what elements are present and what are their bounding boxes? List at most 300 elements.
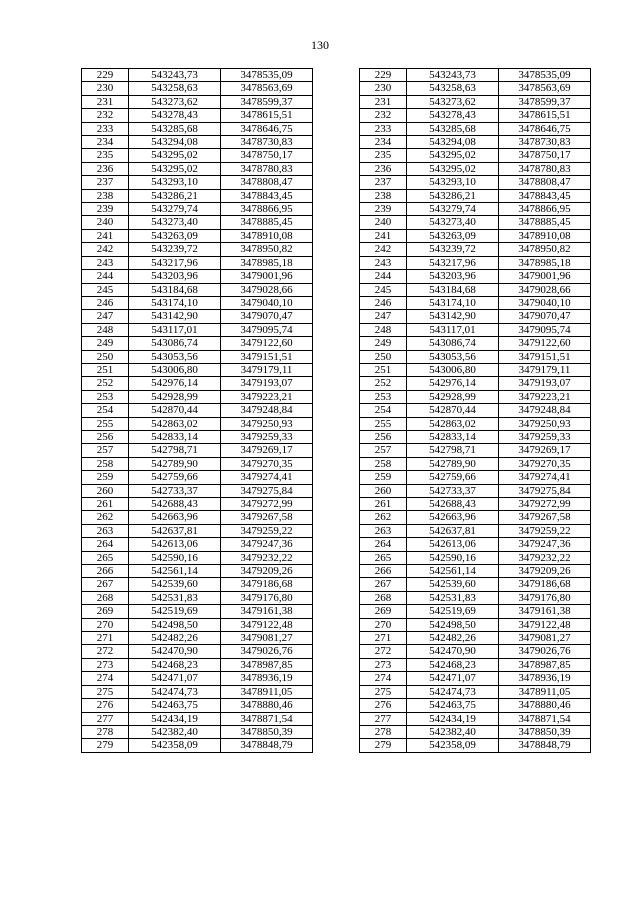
x-coordinate-cell: 542733,37	[129, 484, 221, 497]
y-coordinate-cell: 3479250,93	[221, 417, 313, 430]
point-number-cell: 250	[82, 350, 129, 363]
y-coordinate-cell: 3479193,07	[499, 377, 591, 390]
x-coordinate-cell: 542561,14	[407, 565, 499, 578]
y-coordinate-cell: 3479247,36	[499, 538, 591, 551]
table-row	[360, 538, 591, 551]
x-coordinate-cell: 543117,01	[407, 323, 499, 336]
y-coordinate-cell: 3479274,41	[499, 471, 591, 484]
table-row	[82, 538, 313, 551]
point-number-cell: 262	[360, 511, 407, 524]
table-row	[360, 645, 591, 658]
x-coordinate-cell: 543263,09	[407, 229, 499, 242]
x-coordinate-cell: 543273,62	[407, 95, 499, 108]
table-row	[360, 122, 591, 135]
table-row	[82, 229, 313, 242]
table-row	[360, 739, 591, 752]
y-coordinate-cell: 3479161,38	[221, 605, 313, 618]
point-number-cell: 271	[82, 632, 129, 645]
x-coordinate-cell: 542474,73	[129, 685, 221, 698]
point-number-cell: 248	[360, 323, 407, 336]
table-row	[82, 699, 313, 712]
y-coordinate-cell: 3478950,82	[221, 243, 313, 256]
y-coordinate-cell: 3478646,75	[499, 122, 591, 135]
x-coordinate-cell: 542798,71	[129, 444, 221, 457]
table-row	[82, 69, 313, 82]
x-coordinate-cell: 543258,63	[129, 82, 221, 95]
x-coordinate-cell: 543273,40	[129, 216, 221, 229]
point-number-cell: 249	[82, 337, 129, 350]
point-number-cell: 264	[82, 538, 129, 551]
y-coordinate-cell: 3479176,80	[221, 591, 313, 604]
y-coordinate-cell: 3479274,41	[221, 471, 313, 484]
table-row	[360, 162, 591, 175]
table-row	[82, 551, 313, 564]
point-number-cell: 268	[360, 591, 407, 604]
x-coordinate-cell: 542870,44	[129, 404, 221, 417]
x-coordinate-cell: 542613,06	[129, 538, 221, 551]
x-coordinate-cell: 543273,62	[129, 95, 221, 108]
point-number-cell: 251	[360, 363, 407, 376]
x-coordinate-cell: 543006,80	[407, 363, 499, 376]
point-number-cell: 267	[82, 578, 129, 591]
point-number-cell: 233	[82, 122, 129, 135]
x-coordinate-cell: 543203,96	[129, 270, 221, 283]
point-number-cell: 270	[360, 618, 407, 631]
point-number-cell: 256	[82, 430, 129, 443]
x-coordinate-cell: 542759,66	[129, 471, 221, 484]
point-number-cell: 277	[360, 712, 407, 725]
table-row	[82, 632, 313, 645]
y-coordinate-cell: 3479193,07	[221, 377, 313, 390]
table-row	[360, 712, 591, 725]
point-number-cell: 241	[82, 229, 129, 242]
point-number-cell: 244	[360, 270, 407, 283]
y-coordinate-cell: 3479176,80	[499, 591, 591, 604]
y-coordinate-cell: 3479247,36	[221, 538, 313, 551]
y-coordinate-cell: 3478910,08	[499, 229, 591, 242]
point-number-cell: 237	[360, 176, 407, 189]
y-coordinate-cell: 3479272,99	[499, 498, 591, 511]
table-row	[82, 430, 313, 443]
x-coordinate-cell: 542688,43	[407, 498, 499, 511]
x-coordinate-cell: 543294,08	[407, 136, 499, 149]
point-number-cell: 260	[360, 484, 407, 497]
x-coordinate-cell: 542463,75	[129, 699, 221, 712]
table-row	[82, 109, 313, 122]
coordinate-table-right	[359, 68, 591, 753]
table-row	[360, 725, 591, 738]
y-coordinate-cell: 3478936,19	[221, 672, 313, 685]
y-coordinate-cell: 3479259,22	[221, 524, 313, 537]
table-row	[360, 565, 591, 578]
table-row	[360, 95, 591, 108]
x-coordinate-cell: 543295,02	[129, 149, 221, 162]
table-row	[360, 605, 591, 618]
table-row	[82, 591, 313, 604]
point-number-cell: 229	[82, 69, 129, 82]
y-coordinate-cell: 3478615,51	[499, 109, 591, 122]
y-coordinate-cell: 3479232,22	[221, 551, 313, 564]
x-coordinate-cell: 543279,74	[407, 203, 499, 216]
y-coordinate-cell: 3478615,51	[221, 109, 313, 122]
x-coordinate-cell: 542663,96	[129, 511, 221, 524]
table-row	[360, 243, 591, 256]
point-number-cell: 272	[82, 645, 129, 658]
x-coordinate-cell: 542474,73	[407, 685, 499, 698]
table-row	[82, 725, 313, 738]
x-coordinate-cell: 543217,96	[129, 256, 221, 269]
point-number-cell: 252	[82, 377, 129, 390]
point-number-cell: 230	[82, 82, 129, 95]
y-coordinate-cell: 3479040,10	[499, 296, 591, 309]
x-coordinate-cell: 543117,01	[129, 323, 221, 336]
table-row	[82, 645, 313, 658]
point-number-cell: 245	[82, 283, 129, 296]
y-coordinate-cell: 3479028,66	[221, 283, 313, 296]
point-number-cell: 249	[360, 337, 407, 350]
x-coordinate-cell: 543243,73	[407, 69, 499, 82]
x-coordinate-cell: 542482,26	[129, 632, 221, 645]
y-coordinate-cell: 3478885,45	[221, 216, 313, 229]
x-coordinate-cell: 542733,37	[407, 484, 499, 497]
point-number-cell: 234	[360, 136, 407, 149]
x-coordinate-cell: 542637,81	[129, 524, 221, 537]
point-number-cell: 269	[360, 605, 407, 618]
point-number-cell: 230	[360, 82, 407, 95]
table-row	[82, 350, 313, 363]
table-row	[82, 162, 313, 175]
y-coordinate-cell: 3479081,27	[221, 632, 313, 645]
x-coordinate-cell: 543174,10	[129, 296, 221, 309]
point-number-cell: 255	[360, 417, 407, 430]
x-coordinate-cell: 542976,14	[407, 377, 499, 390]
y-coordinate-cell: 3479209,26	[499, 565, 591, 578]
point-number-cell: 252	[360, 377, 407, 390]
y-coordinate-cell: 3478730,83	[221, 136, 313, 149]
y-coordinate-cell: 3479028,66	[499, 283, 591, 296]
point-number-cell: 247	[82, 310, 129, 323]
y-coordinate-cell: 3478563,69	[499, 82, 591, 95]
point-number-cell: 274	[82, 672, 129, 685]
y-coordinate-cell: 3479122,48	[499, 618, 591, 631]
x-coordinate-cell: 542561,14	[129, 565, 221, 578]
table-row	[82, 712, 313, 725]
y-coordinate-cell: 3478850,39	[499, 725, 591, 738]
table-row	[82, 377, 313, 390]
table-row	[82, 270, 313, 283]
y-coordinate-cell: 3479070,47	[221, 310, 313, 323]
y-coordinate-cell: 3479151,51	[499, 350, 591, 363]
y-coordinate-cell: 3479270,35	[499, 457, 591, 470]
x-coordinate-cell: 543086,74	[129, 337, 221, 350]
point-number-cell: 266	[82, 565, 129, 578]
y-coordinate-cell: 3479275,84	[499, 484, 591, 497]
point-number-cell: 246	[82, 296, 129, 309]
table-row	[82, 149, 313, 162]
table-row	[360, 203, 591, 216]
x-coordinate-cell: 542613,06	[407, 538, 499, 551]
x-coordinate-cell: 542590,16	[129, 551, 221, 564]
table-row	[360, 511, 591, 524]
point-number-cell: 232	[360, 109, 407, 122]
table-row	[360, 632, 591, 645]
point-number-cell: 278	[360, 725, 407, 738]
table-row	[360, 363, 591, 376]
x-coordinate-cell: 543217,96	[407, 256, 499, 269]
y-coordinate-cell: 3479070,47	[499, 310, 591, 323]
x-coordinate-cell: 542519,69	[407, 605, 499, 618]
table-row	[82, 176, 313, 189]
point-number-cell: 259	[360, 471, 407, 484]
x-coordinate-cell: 543285,68	[407, 122, 499, 135]
x-coordinate-cell: 543285,68	[129, 122, 221, 135]
point-number-cell: 276	[82, 699, 129, 712]
table-row	[360, 337, 591, 350]
coordinate-table-left-body	[82, 69, 313, 753]
table-row	[360, 189, 591, 202]
y-coordinate-cell: 3478599,37	[499, 95, 591, 108]
y-coordinate-cell: 3479259,33	[221, 430, 313, 443]
point-number-cell: 247	[360, 310, 407, 323]
point-number-cell: 255	[82, 417, 129, 430]
point-number-cell: 245	[360, 283, 407, 296]
point-number-cell: 231	[360, 95, 407, 108]
point-number-cell: 279	[82, 739, 129, 752]
y-coordinate-cell: 3479223,21	[499, 390, 591, 403]
x-coordinate-cell: 542531,83	[129, 591, 221, 604]
table-row	[82, 404, 313, 417]
x-coordinate-cell: 542531,83	[407, 591, 499, 604]
table-row	[360, 444, 591, 457]
x-coordinate-cell: 542928,99	[407, 390, 499, 403]
point-number-cell: 261	[82, 498, 129, 511]
y-coordinate-cell: 3478599,37	[221, 95, 313, 108]
point-number-cell: 262	[82, 511, 129, 524]
x-coordinate-cell: 542471,07	[407, 672, 499, 685]
point-number-cell: 248	[82, 323, 129, 336]
table-row	[360, 310, 591, 323]
y-coordinate-cell: 3479248,84	[499, 404, 591, 417]
x-coordinate-cell: 542759,66	[407, 471, 499, 484]
point-number-cell: 241	[360, 229, 407, 242]
point-number-cell: 244	[82, 270, 129, 283]
table-row	[360, 149, 591, 162]
point-number-cell: 242	[82, 243, 129, 256]
y-coordinate-cell: 3478850,39	[221, 725, 313, 738]
table-row	[82, 82, 313, 95]
point-number-cell: 260	[82, 484, 129, 497]
x-coordinate-cell: 542382,40	[129, 725, 221, 738]
point-number-cell: 254	[360, 404, 407, 417]
y-coordinate-cell: 3479209,26	[221, 565, 313, 578]
x-coordinate-cell: 543142,90	[129, 310, 221, 323]
x-coordinate-cell: 543086,74	[407, 337, 499, 350]
point-number-cell: 259	[82, 471, 129, 484]
point-number-cell: 235	[360, 149, 407, 162]
x-coordinate-cell: 542539,60	[407, 578, 499, 591]
point-number-cell: 253	[360, 390, 407, 403]
y-coordinate-cell: 3478848,79	[221, 739, 313, 752]
x-coordinate-cell: 542470,90	[129, 645, 221, 658]
x-coordinate-cell: 543273,40	[407, 216, 499, 229]
table-row	[82, 672, 313, 685]
point-number-cell: 263	[360, 524, 407, 537]
point-number-cell: 268	[82, 591, 129, 604]
x-coordinate-cell: 542833,14	[129, 430, 221, 443]
y-coordinate-cell: 3479259,33	[499, 430, 591, 443]
table-row	[360, 176, 591, 189]
x-coordinate-cell: 542798,71	[407, 444, 499, 457]
y-coordinate-cell: 3479259,22	[499, 524, 591, 537]
table-row	[82, 739, 313, 752]
table-row	[82, 498, 313, 511]
point-number-cell: 240	[360, 216, 407, 229]
point-number-cell: 238	[82, 189, 129, 202]
x-coordinate-cell: 542358,09	[407, 739, 499, 752]
x-coordinate-cell: 543263,09	[129, 229, 221, 242]
x-coordinate-cell: 542470,90	[407, 645, 499, 658]
x-coordinate-cell: 543006,80	[129, 363, 221, 376]
y-coordinate-cell: 3478808,47	[499, 176, 591, 189]
x-coordinate-cell: 542590,16	[407, 551, 499, 564]
point-number-cell: 279	[360, 739, 407, 752]
table-row	[82, 296, 313, 309]
x-coordinate-cell: 542789,90	[129, 457, 221, 470]
y-coordinate-cell: 3479151,51	[221, 350, 313, 363]
x-coordinate-cell: 543294,08	[129, 136, 221, 149]
y-coordinate-cell: 3478880,46	[499, 699, 591, 712]
table-row	[360, 484, 591, 497]
point-number-cell: 265	[360, 551, 407, 564]
y-coordinate-cell: 3478936,19	[499, 672, 591, 685]
table-row	[82, 685, 313, 698]
table-row	[360, 136, 591, 149]
point-number-cell: 240	[82, 216, 129, 229]
point-number-cell: 266	[360, 565, 407, 578]
table-row	[360, 404, 591, 417]
y-coordinate-cell: 3479161,38	[499, 605, 591, 618]
table-row	[360, 524, 591, 537]
point-number-cell: 277	[82, 712, 129, 725]
point-number-cell: 271	[360, 632, 407, 645]
point-number-cell: 267	[360, 578, 407, 591]
point-number-cell: 234	[82, 136, 129, 149]
x-coordinate-cell: 542468,23	[407, 658, 499, 671]
coordinate-table-right-body	[360, 69, 591, 753]
y-coordinate-cell: 3479122,60	[221, 337, 313, 350]
y-coordinate-cell: 3478885,45	[499, 216, 591, 229]
x-coordinate-cell: 542976,14	[129, 377, 221, 390]
table-row	[360, 672, 591, 685]
x-coordinate-cell: 542498,50	[407, 618, 499, 631]
point-number-cell: 237	[82, 176, 129, 189]
x-coordinate-cell: 542482,26	[407, 632, 499, 645]
x-coordinate-cell: 542434,19	[407, 712, 499, 725]
table-row	[82, 658, 313, 671]
y-coordinate-cell: 3479122,48	[221, 618, 313, 631]
table-row	[82, 283, 313, 296]
y-coordinate-cell: 3478843,45	[221, 189, 313, 202]
table-row	[82, 417, 313, 430]
point-number-cell: 270	[82, 618, 129, 631]
table-row	[82, 605, 313, 618]
table-row	[82, 363, 313, 376]
x-coordinate-cell: 542870,44	[407, 404, 499, 417]
y-coordinate-cell: 3479275,84	[221, 484, 313, 497]
point-number-cell: 257	[360, 444, 407, 457]
table-row	[82, 565, 313, 578]
y-coordinate-cell: 3478563,69	[221, 82, 313, 95]
y-coordinate-cell: 3479179,11	[499, 363, 591, 376]
y-coordinate-cell: 3478535,09	[221, 69, 313, 82]
x-coordinate-cell: 543286,21	[407, 189, 499, 202]
x-coordinate-cell: 542928,99	[129, 390, 221, 403]
x-coordinate-cell: 543293,10	[407, 176, 499, 189]
y-coordinate-cell: 3479026,76	[499, 645, 591, 658]
point-number-cell: 235	[82, 149, 129, 162]
table-row	[360, 551, 591, 564]
x-coordinate-cell: 543258,63	[407, 82, 499, 95]
x-coordinate-cell: 543295,02	[129, 162, 221, 175]
table-row	[82, 136, 313, 149]
point-number-cell: 243	[82, 256, 129, 269]
point-number-cell: 231	[82, 95, 129, 108]
y-coordinate-cell: 3478750,17	[221, 149, 313, 162]
y-coordinate-cell: 3479250,93	[499, 417, 591, 430]
point-number-cell: 257	[82, 444, 129, 457]
table-row	[82, 256, 313, 269]
table-row	[360, 591, 591, 604]
y-coordinate-cell: 3478843,45	[499, 189, 591, 202]
point-number-cell: 251	[82, 363, 129, 376]
y-coordinate-cell: 3479095,74	[499, 323, 591, 336]
x-coordinate-cell: 543243,73	[129, 69, 221, 82]
point-number-cell: 272	[360, 645, 407, 658]
table-row	[82, 511, 313, 524]
table-row	[360, 350, 591, 363]
point-number-cell: 276	[360, 699, 407, 712]
y-coordinate-cell: 3479270,35	[221, 457, 313, 470]
table-row	[360, 498, 591, 511]
point-number-cell: 274	[360, 672, 407, 685]
table-row	[360, 229, 591, 242]
x-coordinate-cell: 543053,56	[407, 350, 499, 363]
y-coordinate-cell: 3478780,83	[499, 162, 591, 175]
point-number-cell: 256	[360, 430, 407, 443]
table-row	[360, 471, 591, 484]
y-coordinate-cell: 3478880,46	[221, 699, 313, 712]
y-coordinate-cell: 3478808,47	[221, 176, 313, 189]
table-row	[360, 618, 591, 631]
x-coordinate-cell: 542833,14	[407, 430, 499, 443]
point-number-cell: 263	[82, 524, 129, 537]
y-coordinate-cell: 3478730,83	[499, 136, 591, 149]
point-number-cell: 264	[360, 538, 407, 551]
table-row	[82, 310, 313, 323]
point-number-cell: 273	[82, 658, 129, 671]
table-row	[82, 390, 313, 403]
y-coordinate-cell: 3478911,05	[499, 685, 591, 698]
table-row	[82, 323, 313, 336]
x-coordinate-cell: 543295,02	[407, 149, 499, 162]
y-coordinate-cell: 3479248,84	[221, 404, 313, 417]
y-coordinate-cell: 3479267,58	[221, 511, 313, 524]
y-coordinate-cell: 3478910,08	[221, 229, 313, 242]
point-number-cell: 236	[82, 162, 129, 175]
y-coordinate-cell: 3479186,68	[221, 578, 313, 591]
table-row	[82, 578, 313, 591]
table-row	[360, 256, 591, 269]
